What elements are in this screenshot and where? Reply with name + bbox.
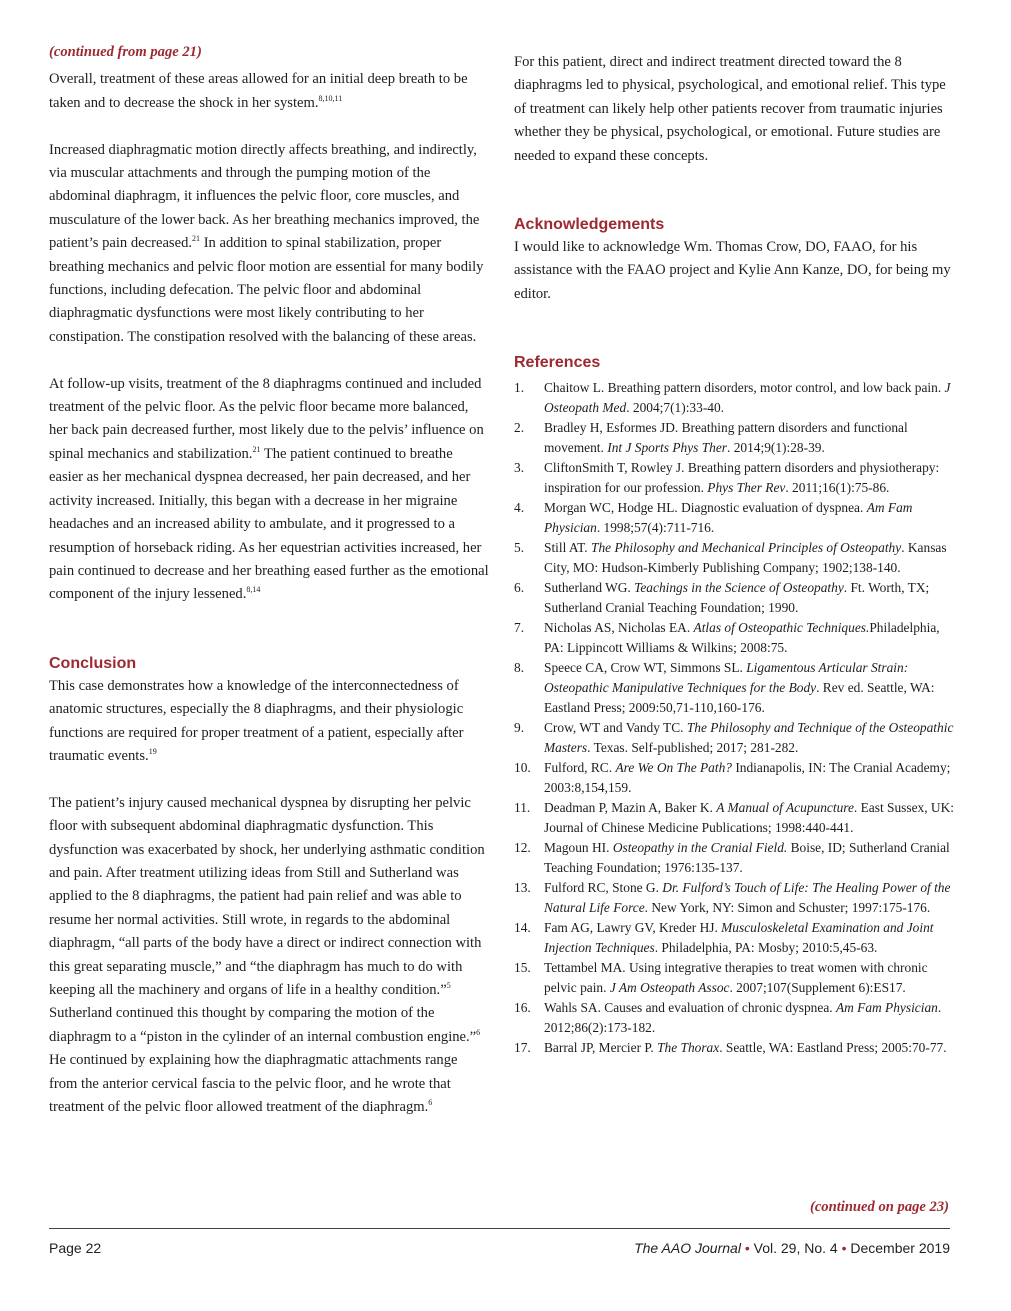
reference-text — [544, 718, 954, 758]
reference-segment: Wahls SA. Causes and evaluation of chronic dyspnea. — [544, 1000, 836, 1016]
reference-item — [514, 838, 954, 878]
journal-info — [634, 1240, 950, 1256]
reference-segment: Morgan WC, Hodge HL. Diagnostic evaluation of dyspnea. — [544, 500, 867, 516]
reference-item — [514, 958, 954, 998]
reference-segment: . Philadelphia, PA: Mosby; 2010:5,45-63. — [654, 940, 878, 956]
reference-title: Ligamentous Articular Strain: Osteopathic Manipulative Techniques for the Body — [544, 660, 909, 696]
reference-title: A Manual of Acupuncture — [716, 800, 854, 816]
conclusion-heading: Conclusion — [49, 654, 137, 672]
reference-text — [544, 998, 954, 1038]
reference-segment: Boise, ID; Sutherland Cranial Teaching Foundation; 1976:135-137. — [544, 840, 950, 876]
reference-title: The Philosophy and Technique of the Osteopathic Masters — [544, 720, 954, 756]
reference-segment: . 2007;107(Supplement 6):ES17. — [729, 980, 906, 996]
reference-number: 15. — [514, 960, 531, 976]
reference-text — [544, 458, 954, 498]
reference-text — [544, 658, 954, 718]
reference-number: 9. — [514, 720, 525, 736]
reference-title: J Osteopath Med — [544, 380, 951, 416]
citation: 19 — [148, 746, 157, 756]
reference-segment: Fam AG, Lawry GV, Kreder HJ. — [544, 920, 722, 936]
reference-item — [514, 798, 954, 838]
reference-segment: Sutherland WG. — [544, 580, 635, 596]
reference-segment: Chaitow L. Breathing pattern disorders, motor control, and low back pain. — [544, 380, 945, 396]
citation: 21 — [252, 444, 261, 454]
paragraph-text: At follow-up visits, treatment of the 8 diaphragms continued and included treatment of the pelvic floor. As the pelvic floor became more balanced, her back pain decreased further, most likely due to the pelvis’ influence on spinal mechanics and stabilization. — [49, 375, 484, 462]
reference-text — [544, 958, 954, 998]
reference-number: 2. — [514, 420, 525, 436]
bullet-separator: • — [841, 1240, 847, 1256]
reference-number: 6. — [514, 580, 525, 596]
reference-segment: Magoun HI. — [544, 840, 613, 856]
reference-item — [514, 1038, 954, 1058]
paragraph-text: Overall, treatment of these areas allowed for an initial deep breath to be taken and to decrease the shock in her system. — [49, 71, 468, 111]
reference-number: 4. — [514, 500, 525, 516]
reference-text — [544, 1038, 954, 1058]
reference-title: Osteopathy in the Cranial Field. — [612, 840, 788, 856]
reference-text — [544, 538, 954, 578]
reference-number: 16. — [514, 1000, 531, 1016]
reference-text — [544, 578, 954, 618]
journal-name: The AAO Journal — [634, 1240, 741, 1256]
reference-text — [544, 758, 954, 798]
body-paragraph — [49, 373, 489, 607]
reference-number: 8. — [514, 660, 525, 676]
reference-segment: Nicholas AS, Nicholas EA. — [544, 620, 694, 636]
citation: 8,14 — [246, 585, 261, 595]
reference-item — [514, 538, 954, 578]
continued-from-label: (continued from page 21) — [49, 44, 202, 60]
paragraph-text: This case demonstrates how a knowledge of the interconnectedness of anatomic structures, especially the 8 diaphragms, and their physiologic functions are required for proper treatment of a patient, especially after traumatic events. — [49, 677, 464, 764]
references-list — [514, 378, 954, 1058]
reference-title: The Philosophy and Mechanical Principles of Osteopathy — [591, 540, 902, 556]
reference-title: Atlas of Osteopathic Techniques. — [693, 620, 870, 636]
reference-segment: . East Sussex, UK: Journal of Chinese Medicine Publications; 1998:440-441. — [544, 800, 954, 836]
reference-number: 13. — [514, 880, 531, 896]
reference-segment: Crow, WT and Vandy TC. — [544, 720, 687, 736]
reference-segment: Philadelphia, PA: Lippincott Williams & Wilkins; 2008:75. — [544, 620, 940, 656]
reference-item — [514, 658, 954, 718]
citation: 5 — [446, 980, 451, 990]
citation: 6 — [428, 1098, 433, 1108]
reference-title: Are We On The Path? — [615, 760, 732, 776]
body-paragraph — [49, 792, 489, 1120]
reference-item — [514, 918, 954, 958]
reference-number: 12. — [514, 840, 531, 856]
reference-item — [514, 718, 954, 758]
reference-segment: Still AT. — [544, 540, 592, 556]
reference-text — [544, 798, 954, 838]
reference-segment: Speece CA, Crow WT, Simmons SL. — [544, 660, 747, 676]
reference-segment: Barral JP, Mercier P. — [544, 1040, 658, 1056]
body-paragraph — [49, 68, 489, 115]
reference-number: 11. — [514, 800, 531, 816]
reference-segment: . 1998;57(4):711-716. — [596, 520, 715, 536]
reference-segment: . Rev ed. Seattle, WA: Eastland Press; 2009:50,71-110,160-176. — [544, 680, 935, 716]
reference-segment: . Seattle, WA: Eastland Press; 2005:70-77. — [719, 1040, 947, 1056]
reference-number: 17. — [514, 1040, 531, 1056]
reference-segment: . 2011;16(1):75-86. — [785, 480, 890, 496]
reference-segment: Fulford, RC. — [544, 760, 616, 776]
reference-item — [514, 758, 954, 798]
paragraph-text: Increased diaphragmatic motion directly affects breathing, and indirectly, via muscular attachments and through the pumping motion of the abdominal diaphragm, it influences the pelvic floor, core muscles, and musculature of the lower back. As her breathing mechanics improved, the patient’s pain decreased. — [49, 141, 480, 252]
body-paragraph — [49, 675, 489, 769]
reference-item — [514, 418, 954, 458]
reference-segment: . 2014;9(1):28-39. — [727, 440, 825, 456]
citation: 8,10,11 — [318, 93, 343, 103]
reference-segment: Deadman P, Mazin A, Baker K. — [544, 800, 717, 816]
paragraph-text: He continued by explaining how the diaphragmatic attachments range from the anterior cervical fascia to the pelvic floor, and he wrote that treatment of the pelvic floor allowed treatment of the diaphragm. — [49, 1052, 458, 1116]
reference-item — [514, 498, 954, 538]
reference-title: Am Fam Physician — [544, 500, 913, 536]
reference-title: The Thorax — [657, 1040, 720, 1056]
reference-text — [544, 498, 954, 538]
right-column — [514, 51, 954, 1058]
reference-segment: . 2004;7(1):33-40. — [626, 400, 725, 416]
reference-item — [514, 458, 954, 498]
left-column — [49, 41, 489, 1119]
reference-segment: Tettambel MA. Using integrative therapies to treat women with chronic pelvic pain. — [544, 960, 928, 996]
reference-segment: CliftonSmith T, Rowley J. Breathing pattern disorders and physiotherapy: inspiration for our profession. — [544, 460, 940, 496]
reference-item — [514, 578, 954, 618]
reference-number: 14. — [514, 920, 531, 936]
volume-issue: Vol. 29, No. 4 — [753, 1240, 838, 1256]
reference-item — [514, 618, 954, 658]
reference-text — [544, 878, 954, 918]
paragraph-text: In addition to spinal stabilization, proper breathing mechanics and pelvic floor motion are essential for many bodily functions, including defecation. The pelvic floor and abdominal diaphragmatic dysfunctions were most likely contributing to her constipation. The constipation resolved with the balancing of these areas. — [49, 235, 484, 345]
body-paragraph: For this patient, direct and indirect treatment directed toward the 8 diaphragms led to physical, psychological, and emotional relief. This type of treatment can likely help other patients recover from traumatic injuries whether they be physical, psychological, or emotional. Future studies are needed to expand these concepts. — [514, 54, 946, 164]
paragraph-text: Sutherland continued this thought by comparing the motion of the diaphragm to a “piston in the cylinder of an internal combustion engine.” — [49, 1005, 477, 1045]
reference-segment: . New York, NY: Simon and Schuster; 1997:175-176. — [644, 900, 931, 916]
reference-segment: Fulford RC, Stone G. — [544, 880, 663, 896]
paragraph-text: The patient’s injury caused mechanical dyspnea by disrupting her pelvic floor with subsequent abdominal diaphragmatic dysfunction. This dysfunction was exacerbated by shock, her underlying asthmatic condition and pain. After treatment utilizing ideas from Still and Sutherland was applied to the 8 diaphragms, the patient had pain relief and was able to resume her normal activities. Still wrote, in regards to the abdominal diaphragm, “all parts of the body have a direct or indirect connection with this great separating muscle,” and “the diaphragm has much to do with keeping all the machinery and organs of life in a healthy condition.” — [49, 794, 485, 998]
footer-divider — [49, 1228, 950, 1229]
reference-segment: Bradley H, Esformes JD. Breathing pattern disorders and functional movement. — [544, 420, 908, 456]
reference-segment: . 2012;86(2):173-182. — [544, 1000, 942, 1036]
reference-segment: . Texas. Self-published; 2017; 281-282. — [587, 740, 799, 756]
reference-title: Teachings in the Science of Osteopathy — [634, 580, 844, 596]
reference-segment: . Kansas City, MO: Hudson-Kimberly Publishing Company; 1902;138-140. — [544, 540, 947, 576]
reference-item — [514, 878, 954, 918]
reference-title: J Am Osteopath Assoc — [609, 980, 730, 996]
reference-segment: . Ft. Worth, TX; Sutherland Cranial Teaching Foundation; 1990. — [544, 580, 930, 616]
reference-text — [544, 418, 954, 458]
reference-title: Am Fam Physician — [835, 1000, 938, 1016]
reference-title: Musculoskeletal Examination and Joint Injection Techniques — [544, 920, 934, 956]
reference-segment: Indianapolis, IN: The Cranial Academy; 2003:8,154,159. — [544, 760, 951, 796]
acknowledgements-heading: Acknowledgements — [514, 216, 665, 234]
reference-number: 7. — [514, 620, 525, 636]
reference-title: Phys Ther Rev — [707, 480, 786, 496]
body-paragraph — [49, 139, 489, 350]
reference-item — [514, 378, 954, 418]
reference-text — [544, 618, 954, 658]
reference-text — [544, 838, 954, 878]
reference-number: 10. — [514, 760, 531, 776]
citation: 21 — [192, 234, 201, 244]
acknowledgements-text: I would like to acknowledge Wm. Thomas Crow, DO, FAAO, for his assistance with the FAAO project and Kylie Ann Kanze, DO, for being my editor. — [514, 239, 951, 302]
citation: 6 — [476, 1027, 481, 1037]
bullet-separator: • — [744, 1240, 750, 1256]
reference-number: 1. — [514, 380, 525, 396]
reference-text — [544, 918, 954, 958]
references-heading: References — [514, 354, 601, 372]
reference-title: Dr. Fulford’s Touch of Life: The Healing Power of the Natural Life Force — [544, 880, 951, 916]
reference-number: 5. — [514, 540, 525, 556]
issue-date: December 2019 — [850, 1240, 950, 1256]
reference-item — [514, 998, 954, 1038]
reference-number: 3. — [514, 460, 525, 476]
paragraph-text: The patient continued to breathe easier as her mechanical dyspnea decreased, her pain decreased, and her activity increased. Initially, this began with a decrease in her migraine headaches and an increased ability to ambulate, and it progressed to a resumption of horseback riding. As her equestrian activities increased, her pain continued to decrease and her breathing eased further as the emotional component of the injury lessened. — [49, 445, 489, 603]
reference-text — [544, 378, 954, 418]
continued-on-label: (continued on page 23) — [809, 1199, 949, 1215]
reference-title: Int J Sports Phys Ther — [607, 440, 727, 456]
page-number: Page 22 — [49, 1240, 102, 1256]
